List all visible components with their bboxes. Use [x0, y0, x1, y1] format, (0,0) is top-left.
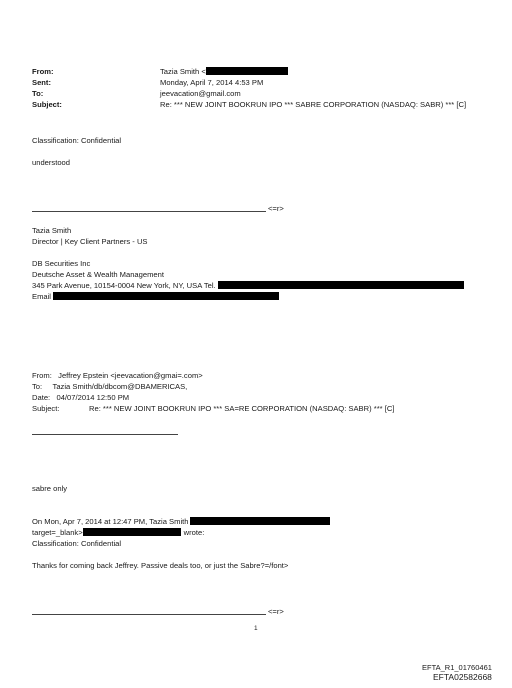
redaction-block — [53, 292, 279, 300]
from-value — [160, 67, 288, 77]
sent-value: Monday, April 7, 2014 4:53 PM — [160, 78, 264, 87]
on-line-text: On Mon, Apr 7, 2014 at 12:47 PM, Tazia Smith — [32, 517, 189, 526]
signature-email — [32, 292, 279, 302]
redaction-block — [190, 517, 330, 525]
signature-company: DB Securities Inc — [32, 259, 91, 268]
quoted-subject-value: Re: *** NEW JOINT BOOKRUN IPO *** SA=RE CORPORATION (NASDAQ: SABR) *** [C] — [89, 404, 395, 413]
redaction-block — [206, 67, 288, 75]
quoted-date: Date: 04/07/2014 12:50 PM — [32, 393, 130, 402]
signature-title: Director | Key Client Partners - US — [32, 237, 148, 246]
redaction-block — [218, 281, 464, 289]
from-label: From: — [32, 67, 54, 76]
subject-label: Subject: — [32, 100, 62, 109]
signature-name: Tazia Smith — [32, 226, 72, 235]
to-value: jeevacation@gmail.com — [160, 89, 241, 98]
quoted-on-line — [32, 517, 330, 527]
email-label: Email — [32, 292, 51, 301]
signature-address — [32, 281, 464, 291]
from-value-text: Tazia Smith < — [160, 67, 206, 76]
target-text: target=_blank> — [32, 528, 83, 537]
quoted-from: From: Jeffrey Epstein <jeevacation@gmai=.com> — [32, 371, 203, 380]
wrote-text: wrote: — [183, 528, 205, 537]
sent-label: Sent: — [32, 78, 51, 87]
separator-marker: <=r> — [268, 607, 284, 616]
classification-text: Classification: Confidential — [32, 136, 122, 145]
to-label: To: — [32, 89, 44, 98]
signature-division: Deutsche Asset & Wealth Management — [32, 270, 164, 279]
quoted-classification: Classification: Confidential — [32, 539, 122, 548]
quoted-target-line — [32, 528, 204, 538]
redaction-block — [83, 528, 181, 536]
quoted-to: To: Tazia Smith/db/dbcom@DBAMERICAS, — [32, 382, 188, 391]
quoted-message: Thanks for coming back Jeffrey. Passive deals too, or just the Sabre?=/font> — [32, 561, 289, 570]
quoted-subject-label: Subject: — [32, 404, 60, 413]
separator-line — [32, 211, 266, 212]
separator-marker: <=r> — [268, 204, 284, 213]
quoted-reply: sabre only — [32, 484, 68, 493]
reply-text: understood — [32, 158, 70, 167]
subject-value: Re: *** NEW JOINT BOOKRUN IPO *** SABRE CORPORATION (NASDAQ: SABR) *** [C] — [160, 100, 467, 109]
separator-line — [32, 434, 178, 435]
document-id-1: EFTA_R1_01760461 — [422, 663, 492, 672]
separator-line — [32, 614, 266, 615]
address-text: 345 Park Avenue, 10154-0004 New York, NY, USA Tel. — [32, 281, 216, 290]
document-id-2: EFTA02582668 — [433, 672, 492, 682]
page-number: 1 — [254, 625, 258, 632]
